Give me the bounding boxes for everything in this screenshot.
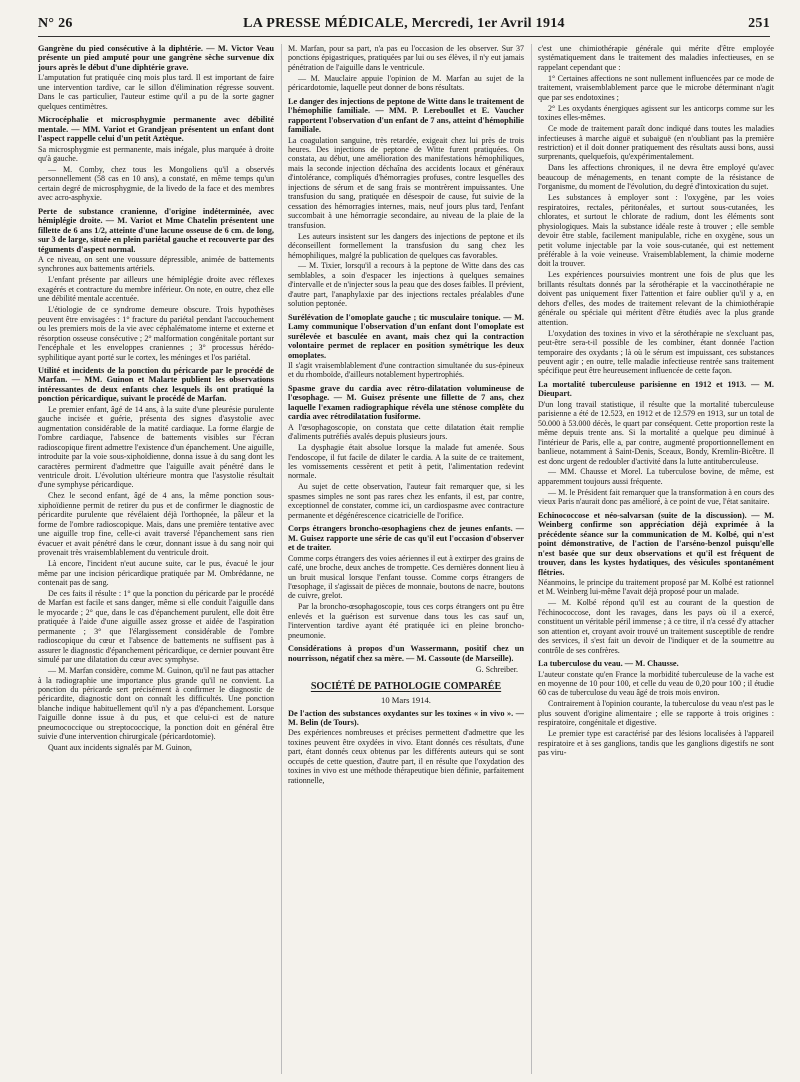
column-1 [38,44,274,1076]
paragraph: Les auteurs insistent sur les dangers des injections de peptone et ils déconseillent formellement la transfusion du sang chez les hémophiliques, malgré la publication de quelques cas favorables. [288,231,524,260]
paragraph: L'oxydation des toxines in vivo et la sérothérapie ne s'excluant pas, peut-être sera-t-il possible de les combiner, étant donnée l'action temporaire des oxydants ; là où le sérum est impuissant, ces substances peuvent agir ; en outre, telle maladie infectieuse rentrée sans traitement spécifique peut être heureusement influencée de cette façon. [538,328,774,376]
paragraph: La dysphagie était absolue lorsque la malade fut amenée. Sous l'endoscope, il fut facile de dilater le cardia. A la suite de ce traitement, les vomissements cessèrent et petit à petit, l'alimentation redevint normale. [288,443,524,481]
paragraph: De ces faits il résulte : 1° que la ponction du péricarde par le procédé de Marfan est facile et sans danger, même si elle conduit l'aiguille dans le myocarde ; 2° que, dans le cas d'épanchement purulent, elle doit être pratiquée à l'aide d'une aiguille assez grosse et aidée de l'aspiration permanente ; 3° que l'élargissement considérable de l'ombre radioscopique du cœur et l'absence de battements ne suffisent pas à assurer le diagnostic d'épanchement péricardique, ce dernier pouvant être simulé par une dilatation du cœur avec symphyse. [38,588,274,665]
paragraph: L'amputation fut pratiquée cinq mois plus tard. Il est important de faire une intervention tardive, car le sillon d'élimination régresse souvent. Dans le cas particulier, l'auteur estime qu'il a pu de la sorte gagner quelques centimètres. [38,73,274,111]
article-heading: La mortalité tuberculeuse parisienne en 1912 et 1913. — M. Dieupart. [538,379,774,399]
paragraph: Contrairement à l'opinion courante, la tuberculose du veau n'est pas le plus souvent d'origine alimentaire ; elle se rapporte à trois origines : respiratoire, congénitale et digestive. [538,699,774,728]
section-title: SOCIÉTÉ DE PATHOLOGIE COMPARÉE [310,680,502,692]
article-heading: Echinococcose et néo-salvarsan (suite de la discussion). — M. Weinberg confirme son appréciation déjà exprimée à la précédente séance sur la communication de M. Kolbé, qui n'est point démonstrative, de l'action de l'arséno-benzol puisqu'elle n'est basée que sur deux observations et qu'il est fréquent de trouver, dans les kystes hydatiques, des vésicules spontanément flétries. [538,510,774,577]
column-divider [531,44,532,1074]
paragraph: Les expériences poursuivies montrent une fois de plus que les brillants résultats donnés par la sérothérapie et la vaccinothérapie ne doivent pas uniquement fixer l'attention et faire oublier qu'il y a, en dehors d'elles, des modes de traitement relevant de la chimiothérapie générale ou spéciale qui méritent d'être étudiés avec la plus grande attention. [538,270,774,327]
paragraph: c'est une chimiothérapie générale qui mérite d'être employée systématiquement dans le traitement des maladies infectieuses, en se rappelant cependant que : [538,44,774,72]
article-heading: Le danger des injections de peptone de Witte dans le traitement de l'hémophilie familiale. — MM. P. Lereboullet et E. Vaucher rapportent l'observation d'un enfant de 7 ans, atteint d'hémophilie familiale. [288,96,524,135]
paragraph: — MM. Chausse et Morel. La tuberculose bovine, de même, est apparemment toujours aussi fréquente. [538,467,774,486]
paragraph: Sa microsphygmie est permanente, mais inégale, plus marquée à droite qu'à gauche. [38,144,274,163]
article-heading: Utilité et incidents de la ponction du péricarde par le procédé de Marfan. — MM. Guinon et Malarte publient les observations intéressantes de deux enfants chez lesquels ils ont pratiqué la ponction péricardique, suivant le procédé de Marfan. [38,366,274,404]
issue-number: N° 26 [38,16,73,31]
section-date: 10 Mars 1914. [381,694,431,705]
column-divider [281,44,282,1074]
paragraph: Il s'agit vraisemblablement d'une contraction simultanée du sus-épineux et du rhomboïde, d'ailleurs notablement hypertrophiés. [288,361,524,380]
paragraph: — M. Comby, chez tous les Mongoliens qu'il a observés personnellement (58 cas en 10 ans), a constaté, en même temps qu'un certain degré de microsphygmie, de la livedo de la face et des membres avec acro-asphyxie. [38,164,274,203]
paragraph: Par la broncho-œsophagoscopie, tous ces corps étrangers ont pu être enlevés et la guérison est survenue dans tous les cas sauf un, l'intervention tardive ayant été pratiquée ici en pleine broncho-pneumonie. [288,602,524,640]
paragraph: L'auteur constate qu'en France la morbidité tuberculeuse de la vache est en moyenne de 10 pour 100, et celle du veau de 0,20 pour 100 ; il étudie 60 cas de tuberculose du veau âgé de trois mois environ. [538,669,774,698]
paragraph: A l'œsophagoscopie, on constata que cette dilatation était remplie d'aliments putréfiés avalés depuis plusieurs jours. [288,422,524,442]
page-header [38,14,770,37]
paragraph: Là encore, l'incident n'eut aucune suite, car le pus, évacué le jour même par une incision péricardique pratiquée par M. Ombrédanne, ne contenait pas de sang. [38,559,274,587]
paragraph: Les substances à employer sont : l'oxygène, par les voies respiratoires, rectales, péritonéales, et surtout sous-cutanées, les chlorates, et surtout le chlorate de radium, dont les éléments sont physiologiques. Mais la substance idéale reste à trouver ; elle semble devoir être stable, facilement manipulable, riche en oxygène, sous un petit volume injectable par la voie sous-cutanée, qui est nettement préférable à la voie veineuse. Vraisemblablement, la chimie moderne doit la trouver. [538,193,774,269]
paragraph: — M. Kolbé répond qu'il est au courant de la question de l'échinococcose, dont les ravages, dans les pays où il a exercé, constituent un véritable péril immense ; à ce titre, il n'a cessé d'y attacher son attention et, croyant avoir trouvé un traitement susceptible de rendre des services, il s'est fait un devoir de l'indiquer et de la soumettre au contrôle de ses confrères. [538,598,774,655]
masthead-title: LA PRESSE MÉDICALE, Mercredi, 1er Avril 1914 [243,16,565,31]
paragraph: L'étiologie de ce syndrome demeure obscure. Trois hypothèses peuvent être envisagées : 1° fracture du pariétal pendant l'accouchement ou les premiers mois de la vie avec céphalématome interne et externe et résorption osseuse consécutive ; 2° malformation congénitale portant sur l'encéphale et les enveloppes craniennes ; 3° processus hérédo-syphilitique ayant porté sur le cortex, les méninges et l'os pariétal. [38,305,274,362]
article-heading: Microcéphalie et microsphygmie permanente avec débilité mentale. — MM. Variot et Grandjean présentent un enfant dont l'aspect rappelle celui d'un petit Aztèque. [38,115,274,144]
paragraph: D'un long travail statistique, il résulte que la mortalité tuberculeuse parisienne a été de 12.523, en 1912 et de 12.579 en 1913, sur un total de 50.000 à 53.000 décès, le quart par conséquent. Cette proportion reste la même depuis trente ans. Si la mortalité a quelque peu diminué à l'intérieur de Paris, elle a, par contre, augmenté proportionnellement en banlieue, notamment à Saint-Denis, Sceaux, Bondy, Kremlin-Bicêtre. Il est donc urgent de redoubler d'activité dans la lutte antituberculeuse. [538,399,774,466]
column-3 [538,44,774,1076]
signature: G. Schreiber. [475,665,518,675]
article-heading: Perte de substance cranienne, d'origine indéterminée, avec hémiplégie droite. — M. Variot et Mme Chatelin présentent une fillette de 6 ans 1/2, atteinte d'une lacune osseuse de 6 cm. de long, sur 3 de large, située en plein pariétal gauche et recouverte par des téguments d'aspect normal. [38,206,274,254]
page-number: 251 [748,16,770,31]
paragraph: Le premier type est caractérisé par des lésions localisées à l'appareil respiratoire et à ses ganglions, tandis que les ganglions digestifs ne sont pas viru- [538,729,774,758]
paragraph: M. Marfan, pour sa part, n'a pas eu l'occasion de les observer. Sur 37 ponctions épigastriques, pratiquées par lui ou ses élèves, il n'y eut jamais pénétration de l'aiguille dans le ventricule. [288,44,524,72]
paragraph: Comme corps étrangers des voies aériennes il eut à extirper des grains de café, une broche, deux anches de trompette. Ces dernières donnent lieu à un bruit musical lorsque l'enfant tousse. Comme corps étrangers de l'œsophage, il s'agissait de pièces de monnaie, boutons de nacre, boutons de cuivre, grelot. [288,553,524,601]
paragraph: Des expériences nombreuses et précises permettent d'admettre que les toxines peuvent être oxydées in vivo. Etant donnés ces résultats, d'une part, étant donnés ceux obtenus par les différents auteurs qui se sont occupés de cette question, d'autre part, il en résulte que l'oxydation des toxines in vivo est une méthode thérapeutique bien définie, parfaitement rationnelle, [288,728,524,785]
paragraph: Chez le second enfant, âgé de 4 ans, la même ponction sous-xiphoïdienne permit de retirer du pus et de confirmer le diagnostic de péricardite purulente que révélaient déjà l'orthopnée, la pâleur et la forme de l'ombre radioscopique. Mais, dans une première tentative avec une aiguille trop fine, celle-ci avait traversé l'épanchement sans rien évacuer et avait pénétré dans le cœur, donnant issue à du sang noir qui provenait très vraisemblablement du ventricule droit. [38,491,274,558]
paragraph: 1° Certaines affections ne sont nullement influencées par ce mode de traitement, vraisemblablement parce que le microbe déterminant n'agit que par ses endotoxines ; [538,73,774,102]
article-heading: Gangrène du pied consécutive à la diphtérie. — M. Victor Veau présente un pied amputé pour une gangrène sèche survenue dix jours après le début d'une diphtérie grave. [38,44,274,72]
paragraph: Au sujet de cette observation, l'auteur fait remarquer que, si les spasmes simples ne sont pas rares chez les enfants, il est, par contre, exceptionnel de constater, comme ici, un cardiospasme avec contracture permanente et dégénérescence cicatricielle de l'orifice. [288,482,524,520]
paragraph: Néanmoins, le principe du traitement proposé par M. Kolbé est rationnel et M. Weinberg lui-même l'avait déjà proposé pour un malade. [538,577,774,597]
paragraph: — M. Tixier, lorsqu'il a recours à la peptone de Witte dans des cas semblables, a soin d'espacer les injections à quelques semaines d'intervalle et de n'injecter sous la peau que des doses faibles. Il prévient, d'autre part, l'anaphylaxie par des injections rectales préalables d'une solution peptonée. [288,261,524,309]
article-heading: Surélévation de l'omoplate gauche ; tic musculaire tonique. — M. Lamy communique l'observation d'un enfant dont l'omoplate est surélevée et basculée en avant, mais chez qui la contraction volontaire permet de replacer en position symétrique les deux omoplates. [288,312,524,360]
paragraph: — M. Mauclaire appuie l'opinion de M. Marfan au sujet de la péricardotomie, laquelle peut donner de bons résultats. [288,73,524,93]
article-heading: Spasme grave du cardia avec rétro-dilatation volumineuse de l'œsophage. — M. Guisez présente une fillette de 7 ans, chez laquelle l'examen radiographique révéla une sténose complète du cardia avec rétrodilatation fusiforme. [288,383,524,422]
paragraph: Dans les affections chroniques, il ne devra être employé qu'avec beaucoup de ménagements, en tenant compte de la résistance de l'organisme, du moment de l'évolution, du degré d'intoxication du sujet. [538,163,774,192]
paragraph: L'enfant présente par ailleurs une hémiplégie droite avec réflexes exagérés et contracture du membre inférieur. On note, en outre, chez elle une débilité mentale accentuée. [38,275,274,304]
paragraph: Ce mode de traitement paraît donc indiqué dans toutes les maladies infectieuses à marche aiguë et subaiguë (en n'oubliant pas la première restriction) et il doit donner pratiquement des résultats aussi bons, aussi surprenants, quelquefois, qu'expérimentalement. [538,124,774,162]
paragraph: — M. Marfan considère, comme M. Guinon, qu'il ne faut pas attacher à la radiographie une importance plus grande qu'il ne convient. La ponction du péricarde sert précisément à confirmer le diagnostic de péricardite, diagnostic dont on connaît les difficultés. Une ponction blanche indique habituellement qu'il n'y a pas d'épanchement. Lorsque l'aiguille donne issue à du pus, et que celui-ci est de nature pneumococcique ou streptococcique, la ponction doit en général être suivie d'une intervention chirurgicale (péricardotomie). [38,666,274,742]
paragraph: La coagulation sanguine, très retardée, exigeait chez lui près de trois heures. Des injections de peptone de Witte furent pratiquées. On constata, au début, une amélioration des manifestations hémophiliques, mais la seconde injection déchaîna des accidents locaux et généraux d'intolérance, compliqués d'hémorragies profuses, contre lesquelles des injections de sérum et de sang frais se montrèrent impuissantes. Une transfusion du sang, pratiquée en désespoir de cause, fut suivie de la cessation des hémorragies internes, mais, neuf jours plus tard, l'enfant succombait à une hémorragie secondaire, au niveau de la plaie de la transfusion. [288,135,524,230]
paragraph: Quant aux incidents signalés par M. Guinon, [48,743,192,753]
column-2 [288,44,524,1076]
article-heading: La tuberculose du veau. — M. Chausse. [538,659,679,669]
paragraph: A ce niveau, on sent une voussure dépressible, animée de battements synchrones aux battements artériels. [38,255,274,274]
paragraph: — M. le Président fait remarquer que la transformation à en cours des vieux Paris n'aurait donc pas amélioré, à ce point de vue, l'état sanitaire. [538,487,774,507]
article-heading: Considérations à propos d'un Wassermann, positif chez un nourrisson, négatif chez sa mère. — M. Cassoute (de Marseille). [288,644,524,663]
article-heading: Corps étrangers broncho-œsophagiens chez de jeunes enfants. — M. Guisez rapporte une série de cas qu'il eut l'occasion d'observer et de traiter. [288,524,524,553]
paragraph: Le premier enfant, âgé de 14 ans, à la suite d'une pleurésie purulente gauche incisée et guérie, présenta des signes d'asystolie avec augmentation considérable de la matité cardiaque. La forme élargie de l'ombre cardiaque, l'absence de battements visibles sur l'écran radioscopique firent admettre l'existence d'un épanchement. Une aiguille, introduite par la voie sous-xiphoïdienne, donna issue à du sang dont les caractères permirent d'admettre que l'aiguille avait pénétré dans le ventricule droit. L'évolution ultérieure montra que l'asystolie résultait d'une symphyse péricardique. [38,404,274,490]
article-heading: De l'action des substances oxydantes sur les toxines « in vivo ». — M. Belin (de Tours). [288,708,524,727]
paragraph: 2° Les oxydants énergiques agissent sur les anticorps comme sur les toxines elles-mêmes. [538,103,774,123]
